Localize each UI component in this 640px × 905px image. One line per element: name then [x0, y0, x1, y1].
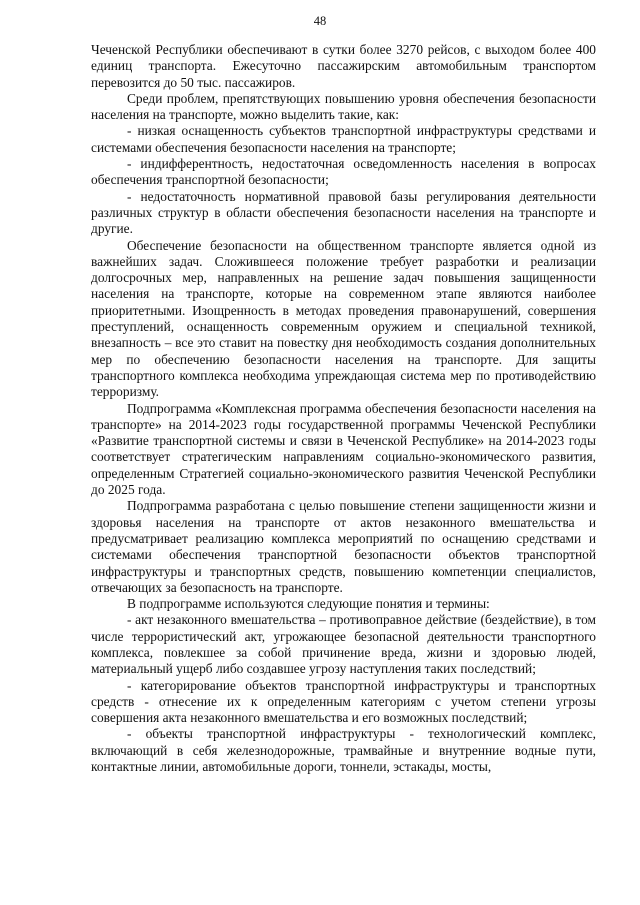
list-item: - категорирование объектов транспортной инфраструктуры и транспортных средств - отнесение их к определенным категориям с учетом степени угрозы совершения акта незаконного вмешательства и его возможных последствий; [91, 677, 596, 726]
paragraph: Чеченской Республики обеспечивают в сутки более 3270 рейсов, с выходом более 400 единиц транспорта. Ежесуточно пассажирским автомобильным транспортом перевозится до 50 тыс. пассажиров. [91, 42, 596, 90]
list-item: - низкая оснащенность субъектов транспортной инфраструктуры средствами и системами обеспечения безопасности населения на транспорте; [91, 123, 596, 155]
body-text [91, 42, 596, 775]
list-item: - недостаточность нормативной правовой базы регулирования деятельности различных структур в области обеспечения безопасности населения на транспорте и другие. [91, 188, 596, 237]
list-item: - индифферентность, недостаточная осведомленность населения в вопросах обеспечения транспортной безопасности; [91, 156, 596, 188]
paragraph: Подпрограмма «Комплексная программа обеспечения безопасности населения на транспорте» на 2014-2023 годы государственной программы Чеченской Республики «Развитие транспортной системы и связи в Чеченской Республике» на 2014-2023 годы соответствует стратегическим направлениям социально-экономического развития, определенным Стратегией социально-экономического развития Чеченской Республики до 2025 года. [91, 400, 596, 498]
paragraph: Среди проблем, препятствующих повышению уровня обеспечения безопасности населения на транспорте, можно выделить такие, как: [91, 90, 596, 123]
list-item: - объекты транспортной инфраструктуры - технологический комплекс, включающий в себя железнодорожные, трамвайные и внутренние водные пути, контактные линии, автомобильные дороги, тоннели, эстакады, мосты, [91, 726, 596, 775]
page-number: 48 [313, 14, 327, 28]
paragraph: В подпрограмме используются следующие понятия и термины: [127, 596, 490, 612]
list-item: - акт незаконного вмешательства – противоправное действие (бездействие), в том числе террористический акт, угрожающее безопасной деятельности транспортного комплекса, повлекшее за собой причинение вреда, жизни и здоровью людей, материальный ущерб либо создавшее угрозу наступления таких последствий; [91, 612, 596, 677]
paragraph: Подпрограмма разработана с целью повышение степени защищенности жизни и здоровья населения на транспорте от актов незаконного вмешательства и предусматривает реализацию комплекса мероприятий по оснащению средствами и системами обеспечения транспортной безопасности объектов транспортной инфраструктуры и транспортных средств, повышению компетенции специалистов, отвечающих за безопасность на транспорте. [91, 498, 596, 595]
paragraph: Обеспечение безопасности на общественном транспорте является одной из важнейших задач. Сложившееся положение требует разработки и реализации долгосрочных мер, направленных на решение задач повышения защищенности населения на транспорте, которые на современном этапе являются наиболее приоритетными. Изощренность в методах проведения правонарушений, совершения преступлений, оснащенность современным оружием и специальной техникой, внезапность – все это ставит на повестку дня необходимость создания дополнительных мер по обеспечению безопасности населения на транспорте. Для защиты транспортного комплекса необходима упреждающая система мер по противодействию терроризму. [91, 237, 596, 400]
